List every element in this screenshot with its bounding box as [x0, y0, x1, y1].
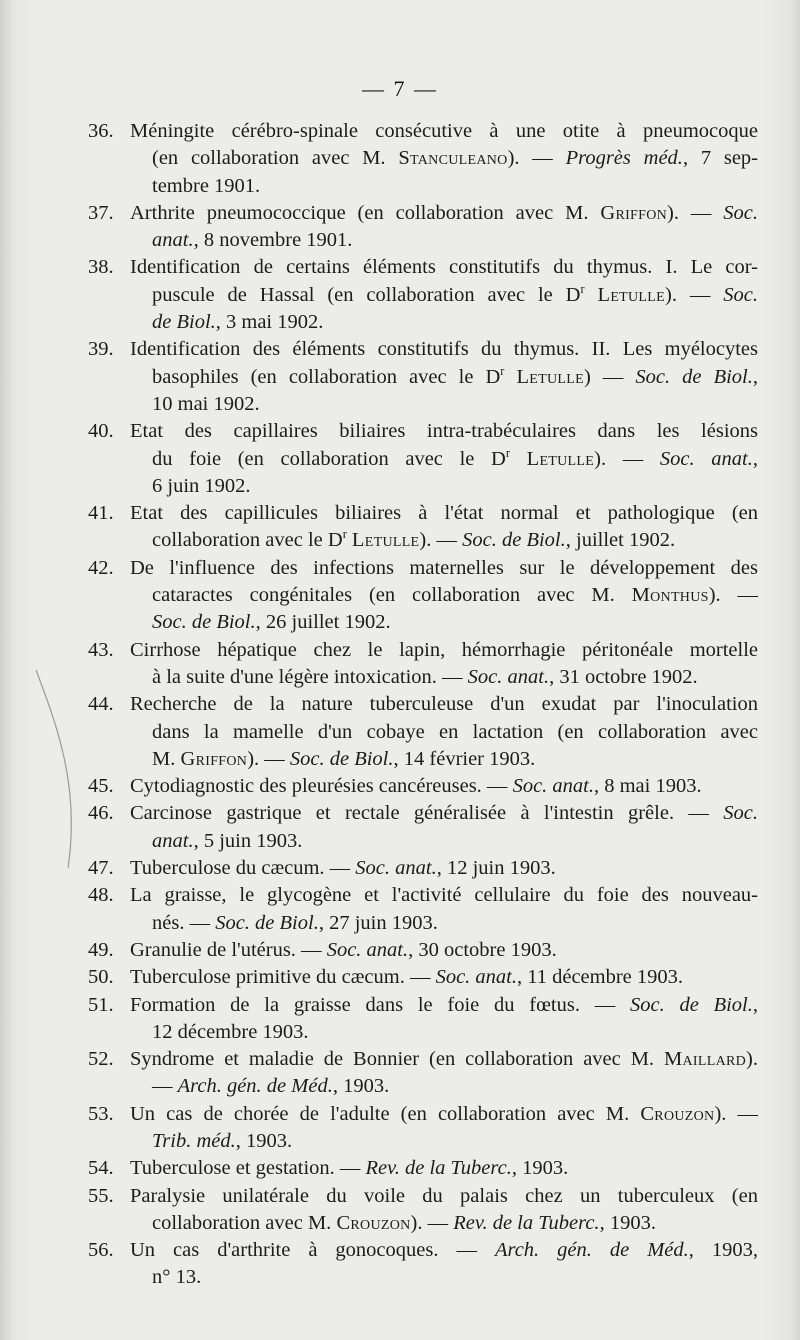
entry-text: , 12 juin 1903.: [436, 857, 556, 880]
entry-text: 10 mai 1902.: [152, 392, 260, 415]
entry-text: , 8 mai 1903.: [593, 775, 702, 798]
entry-line: [88, 637, 758, 664]
entry-text: nés. —: [152, 911, 216, 934]
entry-text: n° 13.: [152, 1266, 202, 1289]
entry-text: La graisse, le glycogène et l'activité cellulaire du foie des nouveau-: [130, 884, 758, 907]
entry-number: 50.: [88, 966, 114, 989]
entry-text: r: [505, 445, 510, 460]
entry-text: Un cas d'arthrite à gonocoques. —: [130, 1239, 495, 1262]
entry-text: , juillet 1902.: [565, 529, 676, 552]
entry-number: 46.: [88, 802, 114, 825]
journal-citation: Soc.: [723, 283, 759, 306]
journal-citation: Arch. gén. de Méd.: [177, 1075, 333, 1098]
entry-text: ). —: [665, 283, 724, 306]
bibliography-entry: [88, 1237, 758, 1292]
entry-text: De l'influence des infections maternelles sur le développement des: [130, 556, 758, 579]
entry-text: Tuberculose du cæcum. —: [130, 857, 356, 880]
entry-text: cataractes congénitales (en collaboration avec M.: [152, 584, 632, 607]
entry-line: [88, 1101, 758, 1128]
entry-text: M.: [152, 747, 181, 770]
margin-pencil-mark: [28, 668, 88, 888]
bibliography-entry: [88, 882, 758, 937]
entry-number: 52.: [88, 1048, 114, 1071]
entry-number: 44.: [88, 693, 114, 716]
entry-text: r: [500, 363, 505, 378]
journal-citation: anat.: [152, 829, 194, 852]
entry-number: 38.: [88, 256, 114, 279]
entry-line: [88, 746, 758, 773]
entry-text: ). —: [667, 201, 724, 224]
entry-line: [88, 828, 758, 855]
bibliography-entry: [88, 773, 758, 800]
entry-text: du foie (en collaboration avec le D: [152, 447, 506, 470]
entry-line: [88, 992, 758, 1019]
entry-line: [88, 418, 758, 445]
journal-citation: anat.: [152, 229, 194, 252]
entry-text: Arthrite pneumococcique (en collaboration avec M.: [130, 201, 601, 224]
bibliography-entry: [88, 800, 758, 855]
entry-text: Identification des éléments constitutifs du thymus. II. Les myélocytes: [130, 338, 758, 361]
entry-number: 41.: [88, 502, 114, 525]
entry-text: , 31 octobre 1902.: [549, 665, 698, 688]
author-name: Letulle: [597, 283, 665, 306]
entry-text: ). —: [708, 584, 759, 607]
entry-text: (en collaboration avec M.: [152, 147, 399, 170]
entry-text: , 1903.: [511, 1157, 569, 1180]
entry-text: , 3 mai 1902.: [215, 311, 324, 334]
entry-number: 47.: [88, 857, 114, 880]
author-name: Letulle: [516, 365, 584, 388]
entry-line: [88, 336, 758, 363]
journal-citation: Rev. de la Tuberc.: [365, 1157, 512, 1180]
entry-line: [88, 1210, 758, 1237]
entry-line: [88, 664, 758, 691]
entry-line: [88, 282, 758, 309]
entry-text: Cirrhose hépatique chez le lapin, hémorrhagie péritonéale mortelle: [130, 638, 758, 661]
entry-text: , 27 juin 1903.: [318, 911, 438, 934]
journal-citation: Arch. gén. de Méd.: [494, 1239, 689, 1262]
entry-text: r: [580, 281, 585, 296]
entry-number: 43.: [88, 638, 114, 661]
entry-number: 49.: [88, 938, 114, 961]
entry-text: ).: [746, 1048, 758, 1071]
entry-line: [88, 1046, 758, 1073]
entry-text: Méningite cérébro-spinale consécutive à une otite à pneumocoque: [130, 120, 758, 142]
bibliography-entry: [88, 500, 758, 555]
entry-text: [504, 366, 516, 388]
bibliography-entry: [88, 691, 758, 773]
journal-citation: Soc.: [723, 802, 758, 825]
entry-text: ). —: [410, 1211, 454, 1234]
entry-number: 45.: [88, 775, 114, 798]
bibliography-entry: [88, 418, 758, 500]
entry-text: Granulie de l'utérus. —: [130, 938, 327, 961]
journal-citation: Soc. de Biol.: [289, 747, 394, 770]
entry-text: , 11 décembre 1903.: [517, 966, 684, 989]
journal-citation: Soc. de Biol.: [629, 993, 753, 1016]
entry-text: Tuberculose primitive du cæcum. —: [130, 966, 436, 989]
entry-text: , 26 juillet 1902.: [255, 611, 391, 634]
journal-citation: Soc. de Biol.: [635, 365, 753, 388]
entry-text: , 1903.: [235, 1129, 293, 1152]
bibliography-entry: [88, 1101, 758, 1156]
entry-text: dans la mamelle d'un cobaye en lactation (en collaboration avec: [152, 720, 758, 743]
bibliography-entry: [88, 937, 758, 964]
entry-text: Paralysie unilatérale du voile du palais chez un tuberculeux (en: [130, 1184, 758, 1207]
entry-line: [88, 582, 758, 609]
journal-citation: Soc. de Biol.: [215, 911, 319, 934]
author-name: Stanculeano: [398, 147, 508, 170]
entry-text: —: [152, 1075, 178, 1098]
entry-line: [88, 555, 758, 582]
entry-line: [88, 773, 758, 800]
entry-line: [88, 1264, 758, 1291]
journal-citation: Soc.: [723, 201, 759, 224]
entry-text: 6 juin 1902.: [152, 474, 251, 497]
entry-text: Carcinose gastrique et rectale généralisée à l'intestin grêle. —: [130, 802, 724, 825]
entry-text: Un cas de chorée de l'adulte (en collaboration avec M.: [130, 1102, 641, 1125]
entry-line: [88, 118, 758, 145]
bibliography-entry: [88, 200, 758, 255]
author-name: Crouzon: [640, 1102, 715, 1125]
entry-number: 36.: [88, 120, 114, 142]
entry-line: [88, 855, 758, 882]
entry-line: [88, 609, 758, 636]
entry-text: Recherche de la nature tuberculeuse d'un exudat par l'inoculation: [130, 693, 758, 716]
author-name: Crouzon: [336, 1211, 411, 1234]
entry-line: [88, 800, 758, 827]
entry-line: [88, 937, 758, 964]
entry-line: [88, 910, 758, 937]
entry-line: [88, 391, 758, 418]
entry-text: ,: [752, 447, 759, 470]
entry-text: , 30 octobre 1903.: [408, 938, 557, 961]
entry-text: ,: [752, 993, 758, 1016]
entry-text: à la suite d'une légère intoxication. —: [152, 665, 468, 688]
entry-text: Identification de certains éléments constitutifs du thymus. I. Le cor-: [130, 256, 758, 279]
entry-line: [88, 691, 758, 718]
entry-line: [88, 145, 758, 172]
bibliography-entry: [88, 254, 758, 336]
bibliography-entry: [88, 118, 758, 200]
bibliography-entry: [88, 855, 758, 882]
entry-text: ). —: [419, 529, 463, 552]
entry-text: tembre 1901.: [152, 174, 261, 197]
journal-citation: de Biol.: [152, 311, 216, 334]
entry-text: Etat des capillicules biliaires à l'état normal et pathologique (en: [130, 502, 758, 525]
entry-text: ,: [752, 365, 758, 388]
entry-text: Formation de la graisse dans le foie du fœtus. —: [130, 993, 630, 1016]
author-name: Griffon: [180, 747, 248, 770]
journal-citation: Soc. anat.: [467, 665, 550, 688]
bibliography-entry: [88, 555, 758, 637]
bibliography-entry: [88, 1155, 758, 1182]
entry-line: [88, 882, 758, 909]
page-number: — 7 —: [362, 76, 438, 101]
bibliography-entry: [88, 1183, 758, 1238]
entry-number: 39.: [88, 338, 114, 361]
bibliography-list: [88, 118, 758, 1292]
entry-text: collaboration avec M.: [152, 1211, 337, 1234]
entry-number: 55.: [88, 1184, 114, 1207]
entry-line: [88, 719, 758, 746]
entry-line: [88, 500, 758, 527]
journal-citation: Soc. anat.: [659, 447, 753, 470]
entry-text: ). —: [594, 447, 660, 470]
bibliography-entry: [88, 637, 758, 692]
entry-line: [88, 1073, 758, 1100]
journal-citation: Soc. anat.: [512, 775, 594, 798]
entry-number: 54.: [88, 1157, 114, 1180]
entry-text: puscule de Hassal (en collaboration avec le D: [152, 283, 581, 306]
author-name: Letulle: [526, 447, 595, 470]
author-name: Maillard: [663, 1048, 747, 1071]
entry-text: [510, 448, 527, 470]
entry-text: Tuberculose et gestation. —: [130, 1157, 366, 1180]
entry-line: [88, 309, 758, 336]
entry-line: [88, 1155, 758, 1182]
entry-text: , 1903.: [599, 1211, 656, 1234]
entry-text: , 8 novembre 1901.: [193, 229, 353, 252]
journal-citation: Soc. de Biol.: [462, 529, 566, 552]
entry-line: [88, 364, 758, 391]
bibliography-entry: [88, 1046, 758, 1101]
journal-citation: Soc. anat.: [355, 857, 437, 880]
entry-line: [88, 254, 758, 281]
entry-text: , 1903,: [688, 1239, 759, 1262]
entry-line: [88, 1183, 758, 1210]
entry-text: ). —: [247, 747, 290, 770]
journal-citation: Progrès méd.: [565, 147, 683, 170]
journal-citation: Trib. méd.: [152, 1129, 236, 1152]
entry-line: [88, 527, 758, 554]
bibliography-entry: [88, 336, 758, 418]
entry-line: [88, 1237, 758, 1264]
entry-number: 53.: [88, 1102, 114, 1125]
entry-line: [88, 200, 758, 227]
entry-line: [88, 227, 758, 254]
entry-text: Cytodiagnostic des pleurésies cancéreuses. —: [130, 775, 513, 798]
entry-line: [88, 1019, 758, 1046]
entry-number: 40.: [88, 420, 114, 443]
entry-text: , 1903.: [332, 1075, 390, 1098]
author-name: Monthus: [631, 584, 709, 607]
journal-citation: Rev. de la Tuberc.: [453, 1211, 600, 1234]
entry-text: Syndrome et maladie de Bonnier (en collaboration avec M.: [130, 1048, 664, 1071]
entry-text: , 7 sep-: [682, 147, 759, 170]
entry-text: Etat des capillaires biliaires intra-trabéculaires dans les lésions: [130, 420, 758, 443]
entry-number: 37.: [88, 201, 114, 224]
entry-text: , 14 février 1903.: [393, 747, 536, 770]
entry-text: [585, 284, 598, 306]
entry-text: , 5 juin 1903.: [193, 829, 303, 852]
entry-line: [88, 173, 758, 200]
author-name: Letulle: [351, 529, 420, 552]
bibliography-entry: [88, 964, 758, 991]
entry-text: collaboration avec le D: [152, 529, 343, 552]
entry-text: basophiles (en collaboration avec le D: [152, 365, 501, 388]
journal-citation: Soc. anat.: [435, 966, 517, 989]
journal-citation: Soc. de Biol.: [152, 611, 256, 634]
entry-number: 51.: [88, 993, 114, 1016]
entry-number: 42.: [88, 556, 114, 579]
entry-text: ). —: [507, 147, 566, 170]
entry-text: ) —: [583, 365, 636, 388]
bibliography-entry: [88, 992, 758, 1047]
entry-line: [88, 446, 758, 473]
entry-line: [88, 1128, 758, 1155]
author-name: Griffon: [600, 201, 668, 224]
entry-number: 56.: [88, 1239, 114, 1262]
journal-citation: Soc. anat.: [326, 938, 409, 961]
entry-text: 12 décembre 1903.: [152, 1020, 309, 1043]
entry-text: r: [342, 527, 347, 542]
entry-line: [88, 964, 758, 991]
entry-line: [88, 473, 758, 500]
entry-text: ). —: [714, 1102, 758, 1125]
entry-number: 48.: [88, 884, 114, 907]
